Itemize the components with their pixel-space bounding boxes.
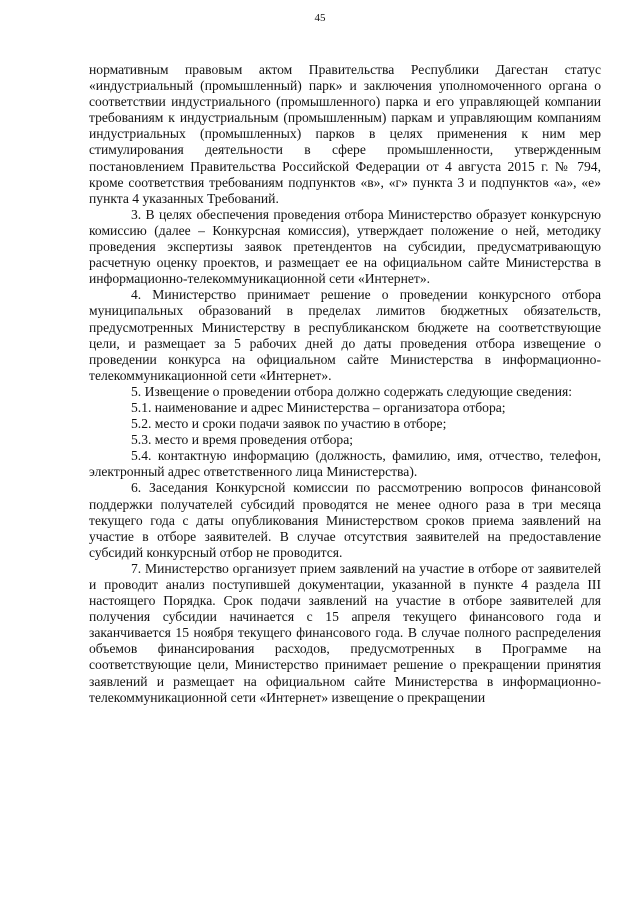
paragraph-continuation: нормативным правовым актом Правительства Республики Дагестан статус «индустриальный (промышленный) парк» и заключения уполномоченного органа о соответствии индустриального (промышленного) парка и его управляющей компании требованиям к индустриальным (промышленным) паркам и управляющим компаниям индустриальных (промышленных) парков в целях применения к ним мер стимулирования деятельности в сфере промышленности, утвержденным постановлением Правительства Российской Федерации от 4 августа 2015 г. № 794, кроме соответствия требованиям подпунктов «в», «г» пункта 3 и подпунктов «а», «е» пункта 4 указанных Требований. [89,62,601,206]
paragraph-3: 3. В целях обеспечения проведения отбора Министерство образует конкурсную комиссию (далее – Конкурсная комиссия), утверждает положение о ней, методику проведения экспертизы заявок претендентов на субсидии, предусматривающую расчетную оценку проектов, и размещает ее на официальном сайте Министерства в информационно-телекоммуникационной сети «Интернет». [89,206,601,287]
paragraph-7: 7. Министерство организует прием заявлений на участие в отборе от заявителей и проводит анализ поступившей документации, указанной в пункте 4 раздела III настоящего Порядка. Срок подачи заявлений на участие в отборе заявителей для получения субсидии начинается с 15 апреля текущего финансового года и заканчивается 15 ноября текущего финансового года. В случае полного распределения объемов финансирования расходов, предусмотренных в Программе на соответствующие цели, Министерство принимает решение о прекращении принятия заявлений и размещает на официальном сайте Министерства в информационно-телекоммуникационной сети «Интернет» извещение о прекращении [89,560,601,705]
subitem-5-3: 5.3. место и время проведения отбора; [131,432,354,448]
paragraph-6: 6. Заседания Конкурсной комиссии по рассмотрению вопросов финансовой поддержки получателей субсидий проводятся не менее одного раза в три месяца текущего года с даты опубликования Министерством сроков приема заявлений на участие в отборе заявителей. В случае отсутствия заявителей на предоставление субсидий конкурсный отбор не проводится. [89,480,601,560]
subitem-5-2: 5.2. место и сроки подачи заявок по участию в отборе; [131,416,447,432]
page-number: 45 [314,12,326,24]
subitem-5-4: 5.4. контактную информацию (должность, фамилию, имя, отчество, телефон, электронный адрес ответственного лица Министерства). [89,448,601,480]
paragraph-5: 5. Извещение о проведении отбора должно содержать следующие сведения: [131,383,573,399]
paragraph-4: 4. Министерство принимает решение о проведении конкурсного отбора муниципальных образований в пределах лимитов бюджетных обязательств, предусмотренных Министерству в республиканском бюджете на соответствующие цели, и размещает за 5 рабочих дней до даты проведения отбора извещение о проведении конкурса на официальном сайте Министерства в информационно-телекоммуникационной сети «Интернет». [89,287,601,383]
subitem-5-1: 5.1. наименование и адрес Министерства – организатора отбора; [131,399,506,415]
document-body [89,62,601,706]
